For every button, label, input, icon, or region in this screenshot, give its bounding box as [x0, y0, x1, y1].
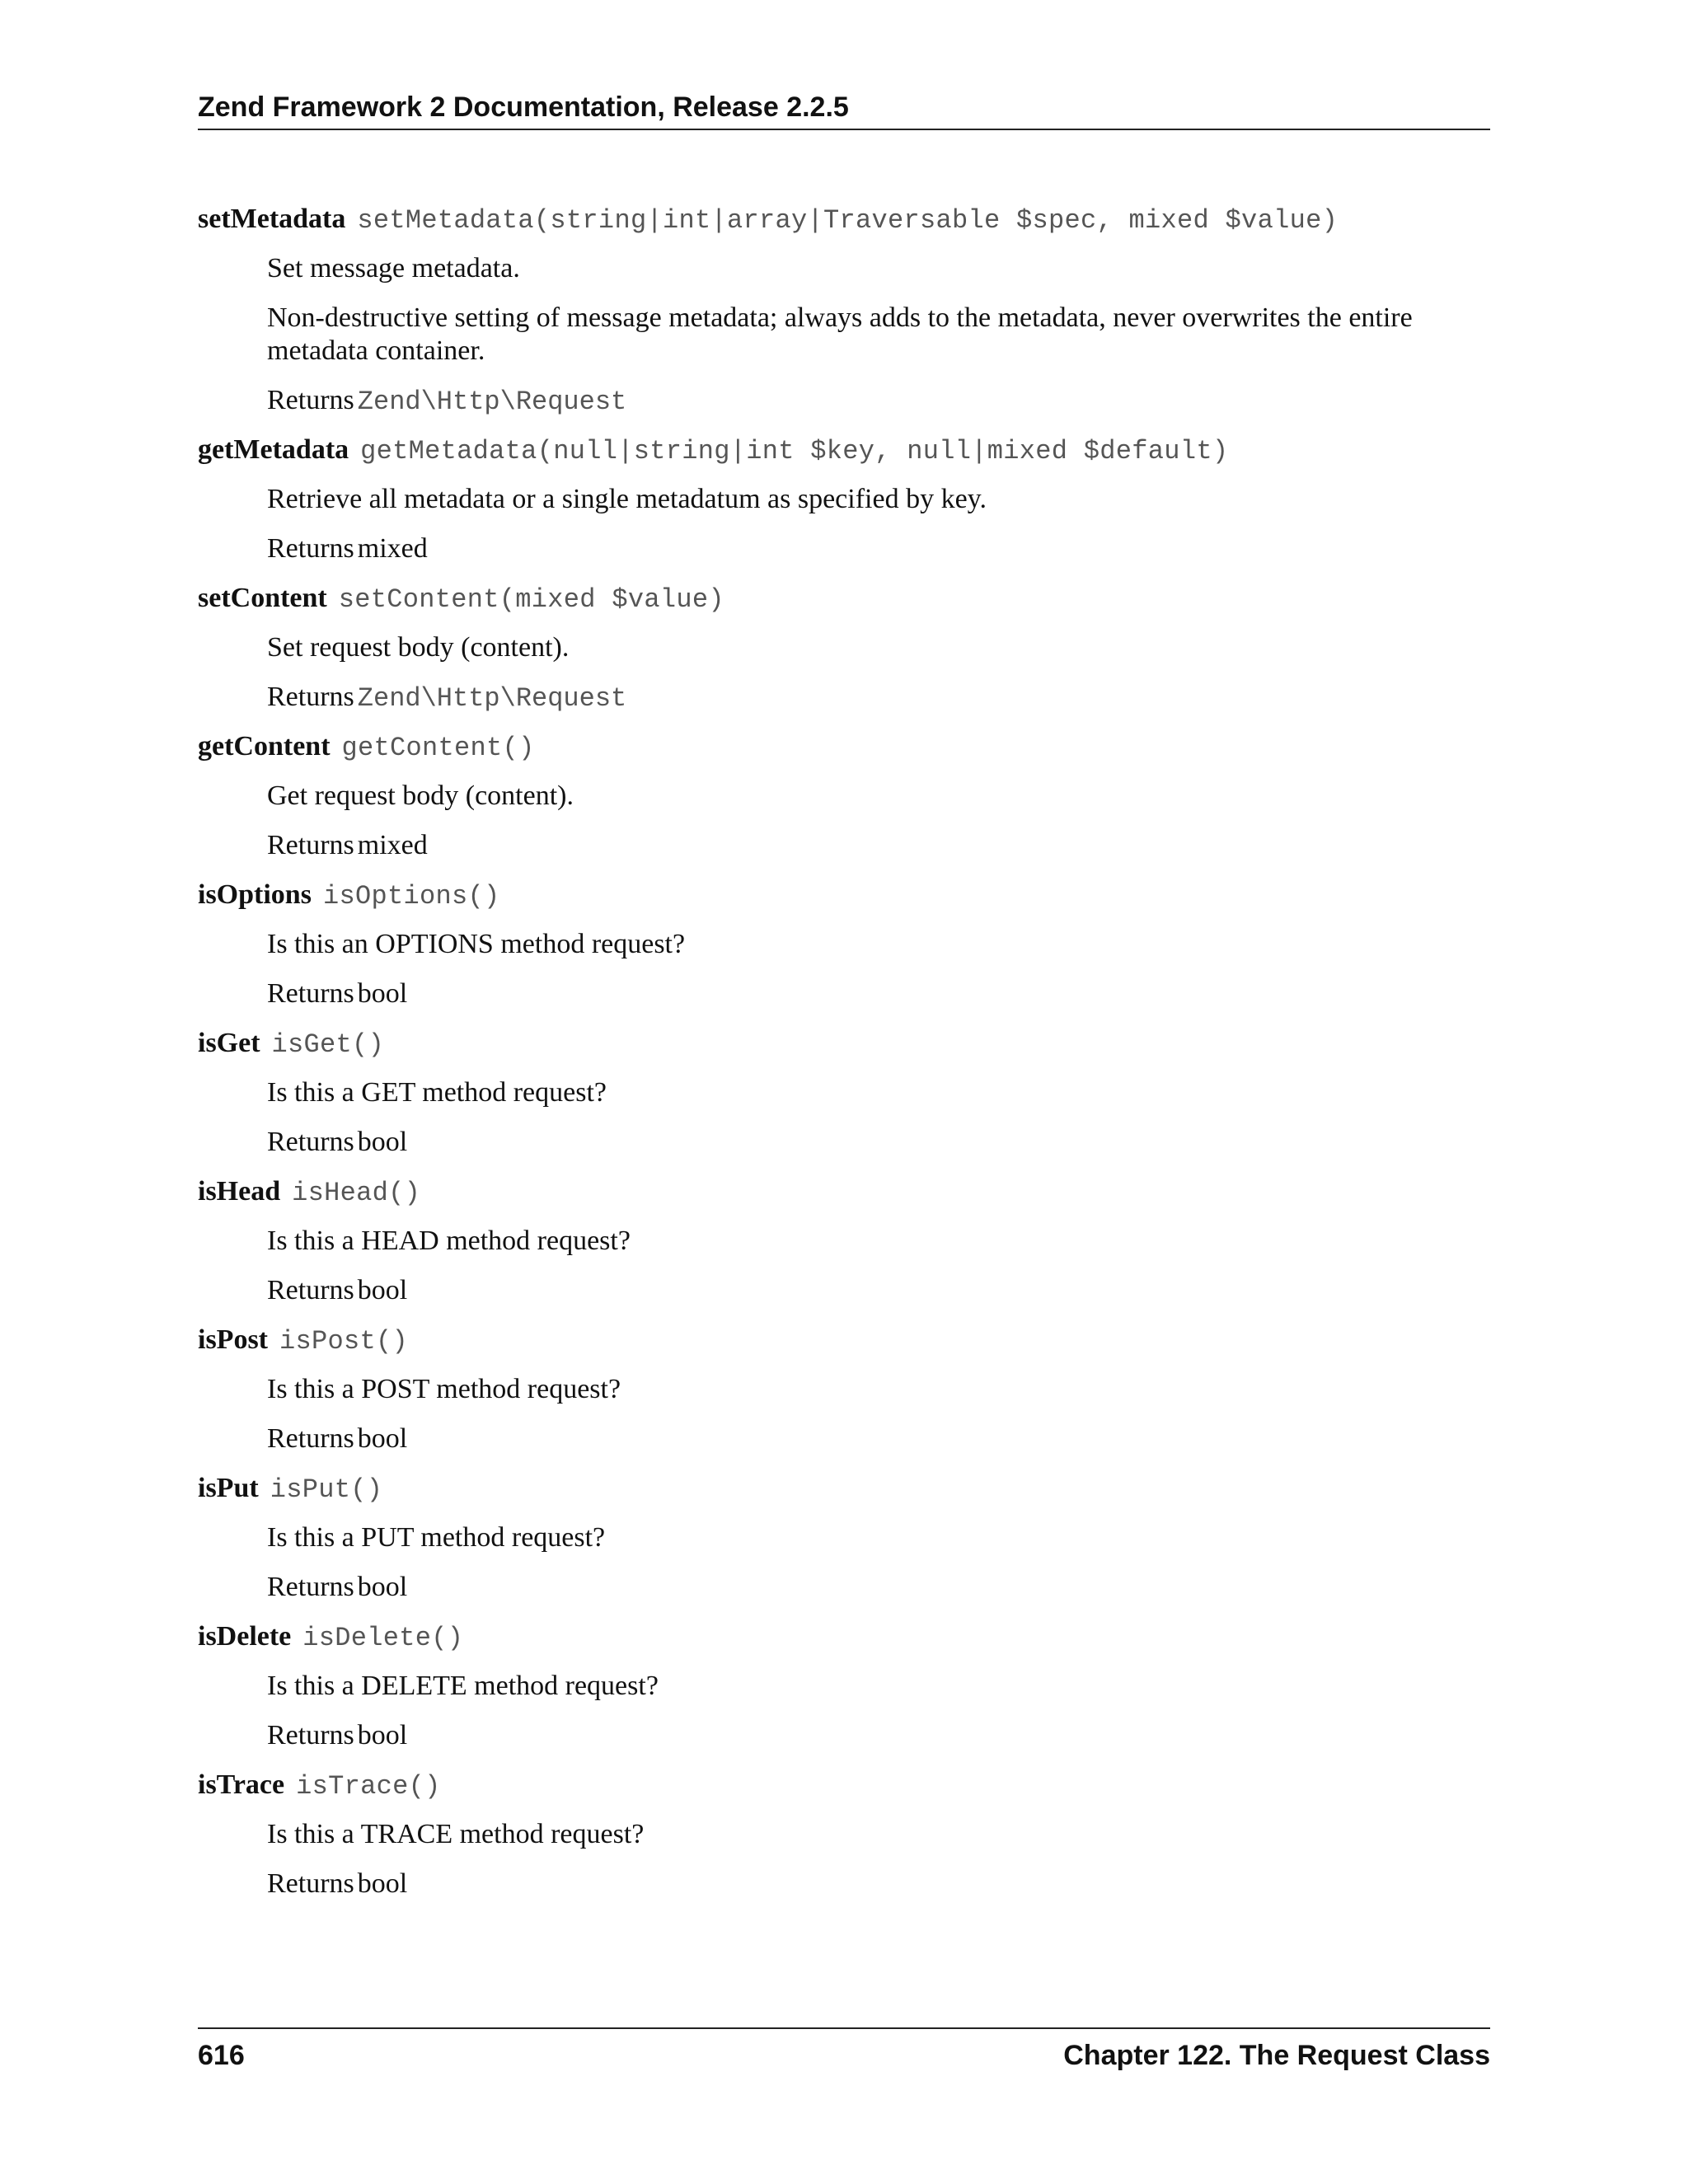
return-type: bool [357, 1127, 408, 1157]
method-signature-line [198, 1019, 1490, 1068]
method-name: isTrace [198, 1769, 285, 1800]
returns-label: Returns [267, 1868, 354, 1899]
method-list [198, 194, 1490, 1909]
method-signature: isHead() [292, 1178, 421, 1208]
description-paragraph: Set message metadata. [267, 253, 520, 284]
description-paragraph: Is this a POST method request? [267, 1374, 621, 1404]
method-signature: getMetadata(null|string|int $key, null|mixed $default) [360, 436, 1229, 466]
method-entry [198, 1167, 1490, 1315]
method-entry [198, 1612, 1490, 1760]
returns-label: Returns [267, 1423, 354, 1454]
returns-label: Returns [267, 385, 354, 415]
method-signature-line [198, 1612, 1490, 1661]
returns-line [267, 1266, 1490, 1315]
returns-line [267, 1859, 1490, 1909]
method-signature-line [198, 574, 1490, 623]
returns-line [267, 821, 1490, 870]
method-name: isGet [198, 1028, 260, 1058]
method-signature: setContent(mixed $value) [338, 584, 724, 615]
method-signature-line [198, 722, 1490, 771]
returns-label: Returns [267, 830, 354, 860]
method-signature-line [198, 194, 1490, 244]
description-paragraph: Is this an OPTIONS method request? [267, 929, 686, 959]
return-type: bool [357, 1423, 408, 1454]
method-signature: isTrace() [296, 1771, 441, 1802]
method-signature: setMetadata(string|int|array|Traversable $spec, mixed $value) [357, 205, 1339, 236]
return-type: bool [357, 1275, 408, 1305]
returns-label: Returns [267, 682, 354, 712]
returns-label: Returns [267, 1127, 354, 1157]
method-name: getContent [198, 731, 331, 762]
method-description [198, 475, 1490, 574]
return-type: mixed [357, 830, 428, 860]
method-description [198, 920, 1490, 1019]
description-paragraph: Is this a DELETE method request? [267, 1671, 659, 1701]
method-name: getMetadata [198, 434, 349, 465]
returns-label: Returns [267, 1275, 354, 1305]
return-type: bool [357, 1720, 408, 1750]
description-paragraph: Get request body (content). [267, 780, 574, 811]
return-type: bool [357, 978, 408, 1009]
method-name: setContent [198, 583, 327, 613]
description-paragraph: Is this a GET method request? [267, 1077, 607, 1108]
return-type: mixed [357, 533, 428, 564]
return-type: Zend\Http\Request [357, 387, 627, 417]
method-entry [198, 1760, 1490, 1909]
method-entry [198, 425, 1490, 574]
method-signature: isDelete() [302, 1623, 464, 1653]
returns-line [267, 524, 1490, 574]
method-entry [198, 574, 1490, 722]
description-paragraph: Is this a HEAD method request? [267, 1226, 631, 1256]
description-paragraph: Set request body (content). [267, 632, 570, 663]
method-name: isOptions [198, 879, 312, 910]
method-entry [198, 870, 1490, 1019]
returns-label: Returns [267, 978, 354, 1009]
returns-label: Returns [267, 1720, 354, 1750]
method-description [198, 1513, 1490, 1612]
return-type: bool [357, 1572, 408, 1602]
method-signature-line [198, 1760, 1490, 1810]
return-type: Zend\Http\Request [357, 683, 627, 714]
method-entry [198, 1019, 1490, 1167]
returns-line [267, 1563, 1490, 1612]
returns-line [267, 969, 1490, 1019]
description-paragraph: Retrieve all metadata or a single metadatum as specified by key. [267, 484, 987, 514]
method-signature: isPost() [279, 1326, 409, 1357]
returns-line [267, 673, 1490, 722]
method-entry [198, 1315, 1490, 1464]
method-signature-line [198, 425, 1490, 475]
method-name: isPut [198, 1473, 259, 1503]
method-description [198, 1661, 1490, 1760]
method-description [198, 1810, 1490, 1909]
method-signature-line [198, 870, 1490, 920]
method-signature: isOptions() [322, 881, 500, 912]
page-number: 616 [198, 2040, 245, 2071]
method-description [198, 1216, 1490, 1315]
description-paragraph: Is this a TRACE method request? [267, 1819, 645, 1849]
method-signature: isGet() [271, 1029, 385, 1060]
returns-label: Returns [267, 533, 354, 564]
method-description [198, 623, 1490, 722]
page-footer [198, 2027, 1490, 2074]
method-name: isHead [198, 1176, 281, 1207]
method-signature-line [198, 1315, 1490, 1365]
returns-line [267, 376, 1490, 425]
method-signature: getContent() [341, 733, 535, 763]
method-signature: isPut() [270, 1474, 383, 1505]
method-description [198, 244, 1490, 425]
returns-line [267, 1711, 1490, 1760]
method-description [198, 1365, 1490, 1464]
method-description [198, 1068, 1490, 1167]
running-header: Zend Framework 2 Documentation, Release 2.2.5 [198, 89, 1490, 130]
method-entry [198, 722, 1490, 870]
method-entry [198, 194, 1490, 425]
description-paragraph: Non-destructive setting of message metadata; always adds to the metadata, never overwrites the entire metadata container. [267, 302, 1413, 366]
method-description [198, 771, 1490, 870]
return-type: bool [357, 1868, 408, 1899]
method-entry [198, 1464, 1490, 1612]
description-paragraph: Is this a PUT method request? [267, 1522, 606, 1553]
method-name: setMetadata [198, 204, 346, 234]
method-name: isDelete [198, 1621, 292, 1652]
returns-line [267, 1414, 1490, 1464]
method-signature-line [198, 1167, 1490, 1216]
method-name: isPost [198, 1324, 268, 1355]
returns-line [267, 1118, 1490, 1167]
method-signature-line [198, 1464, 1490, 1513]
returns-label: Returns [267, 1572, 354, 1602]
chapter-title: Chapter 122. The Request Class [1063, 2040, 1490, 2071]
